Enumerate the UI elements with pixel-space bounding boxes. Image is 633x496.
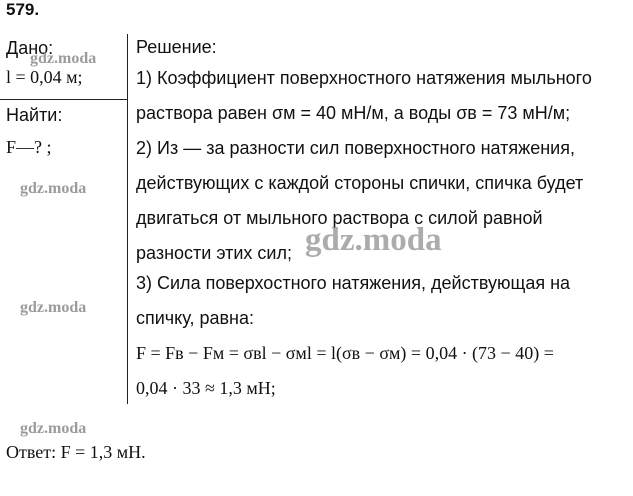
column-divider	[127, 34, 128, 404]
solution-line: разности этих сил;	[136, 243, 292, 263]
solution-line: спичку, равна:	[136, 308, 254, 328]
solution-line: 2) Из — за разности сил поверхностного натяжения,	[136, 138, 575, 158]
find-heading: Найти:	[6, 105, 63, 125]
find-value: F—? ;	[6, 137, 52, 157]
solution-line: 3) Сила поверхостного натяжения, действующая на	[136, 273, 571, 293]
watermark: gdz.moda	[20, 299, 87, 316]
solution-line: раствора равен σм = 40 мН/м, а воды σв = 73 мН/м;	[136, 103, 571, 123]
answer: Ответ: F = 1,3 мН.	[6, 442, 146, 462]
watermark: gdz.moda	[30, 50, 97, 67]
watermark: gdz.moda	[20, 420, 87, 437]
solution-formula: 0,04 · 33 ≈ 1,3 мН;	[136, 378, 276, 398]
watermark-large: gdz.moda	[305, 222, 442, 258]
solution-formula: F = Fв − Fм = σвl − σмl = l(σв − σм) = 0,04 · (73 − 40) =	[136, 343, 554, 363]
solution-line: действующих с каждой стороны спички, спичка будет	[136, 173, 584, 193]
given-value: l = 0,04 м;	[6, 67, 83, 87]
solution-line: двигаться от мыльного раствора с силой равной	[136, 208, 543, 228]
solution-heading: Решение:	[136, 37, 217, 57]
solution-line: 1) Коэффициент поверхностного натяжения мыльного	[136, 68, 592, 88]
problem-number: 579.	[6, 0, 40, 19]
given-heading: Дано:	[6, 38, 54, 58]
watermark: gdz.moda	[20, 180, 87, 197]
